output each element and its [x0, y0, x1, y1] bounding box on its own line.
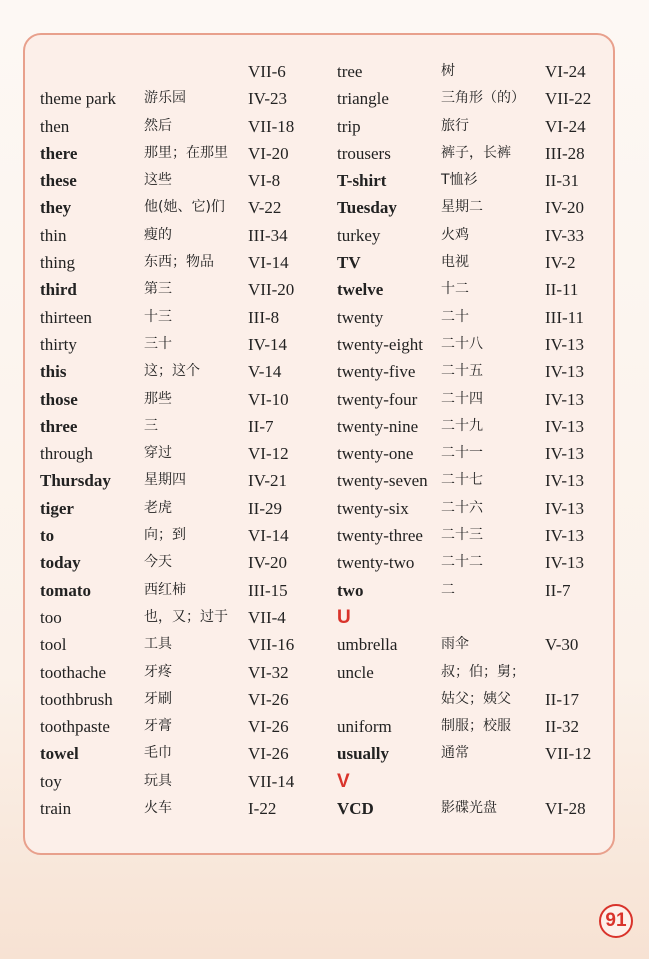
entry-word: third [40, 280, 77, 300]
entry-unit-ref: VI-14 [248, 526, 289, 546]
glossary-entry [40, 413, 310, 440]
entry-word: tool [40, 635, 67, 655]
entry-word: uniform [337, 717, 392, 737]
glossary-entry [40, 358, 310, 385]
glossary-entry [337, 631, 607, 658]
glossary-entry [40, 768, 310, 795]
entry-unit-ref: VI-24 [545, 62, 586, 81]
entry-unit-ref: IV-2 [545, 253, 576, 273]
glossary-entry [337, 85, 607, 112]
entry-word: Thursday [40, 471, 111, 491]
entry-unit-ref: VI-28 [545, 799, 586, 819]
glossary-entry [40, 113, 310, 140]
entry-word: thin [40, 225, 67, 245]
entry-meaning: 二 [441, 581, 455, 598]
glossary-entry [337, 413, 607, 440]
entry-meaning: 毛巾 [144, 745, 172, 762]
entry-word: twenty [337, 307, 384, 327]
glossary-entry [40, 631, 310, 658]
entry-meaning: 西红柿 [144, 581, 186, 598]
entry-unit-ref: VI-12 [248, 444, 289, 464]
entry-meaning: 牙膏 [144, 718, 172, 735]
entry-meaning: 二十四 [441, 390, 483, 407]
glossary-entry [337, 467, 607, 494]
entry-meaning: 牙疼 [144, 663, 172, 680]
entry-meaning: 那里；在那里 [144, 144, 228, 161]
entry-word: twenty-three [337, 526, 423, 546]
entry-meaning: 电视 [441, 254, 469, 271]
entry-meaning: 二十八 [441, 335, 483, 352]
entry-unit-ref: IV-33 [545, 225, 585, 245]
glossary-entry [337, 740, 607, 767]
entry-word: T-shirt [337, 171, 387, 191]
entry-word: tiger [40, 498, 74, 518]
glossary-entry [40, 686, 310, 713]
glossary-entry [40, 713, 310, 740]
entry-meaning: 二十九 [441, 417, 483, 434]
entry-word: toothbrush [40, 689, 113, 709]
entry-meaning: 姑父；姨父 [441, 690, 511, 707]
entry-word: turkey [337, 225, 381, 245]
entry-word: toothpaste [40, 717, 110, 737]
entry-word: twenty-two [337, 553, 415, 573]
glossary-entry [337, 304, 607, 331]
entry-meaning: 三角形（的） [441, 90, 525, 107]
entry-word: those [40, 389, 78, 409]
entry-unit-ref: II-7 [545, 580, 571, 600]
entry-unit-ref: II-32 [545, 717, 579, 737]
entry-unit-ref: VI-32 [248, 662, 289, 682]
entry-meaning: 树 [441, 63, 455, 79]
entry-unit-ref: VII-20 [248, 280, 295, 300]
entry-meaning: 影碟光盘 [441, 800, 497, 817]
glossary-entry [337, 140, 607, 167]
entry-word: VCD [337, 799, 374, 819]
entry-word: twenty-seven [337, 471, 428, 491]
glossary-entry [337, 495, 607, 522]
entry-unit-ref: V-14 [248, 362, 282, 382]
entry-meaning: 制服；校服 [441, 718, 511, 735]
entry-unit-ref: IV-13 [545, 471, 585, 491]
entry-unit-ref: V-22 [248, 198, 282, 218]
entry-meaning: 瘦的 [144, 226, 172, 243]
entry-unit-ref: IV-13 [545, 389, 585, 409]
glossary-entry [337, 440, 607, 467]
glossary-entry [40, 58, 310, 85]
entry-unit-ref: IV-13 [545, 498, 585, 518]
glossary-entry [337, 768, 607, 795]
entry-meaning: 裤子，长裤 [441, 144, 511, 161]
entry-meaning: 火车 [144, 800, 172, 817]
entry-word: towel [40, 744, 79, 764]
entry-word: through [40, 444, 93, 464]
entry-meaning: 东西；物品 [144, 254, 214, 271]
entry-word: this [40, 362, 67, 382]
entry-unit-ref: IV-20 [248, 553, 288, 573]
entry-meaning: 老虎 [144, 499, 172, 516]
glossary-entry [40, 659, 310, 686]
entry-meaning: 那些 [144, 390, 172, 407]
entry-word: twenty-four [337, 389, 418, 409]
entry-meaning: 十二 [441, 281, 469, 298]
glossary-entry [40, 740, 310, 767]
entry-unit-ref: II-11 [545, 280, 579, 300]
glossary-entry [337, 58, 607, 85]
entry-meaning: 三 [144, 417, 158, 434]
entry-meaning: 星期二 [441, 199, 483, 216]
entry-unit-ref: VI-14 [248, 253, 289, 273]
glossary-entry [40, 522, 310, 549]
entry-unit-ref: VII-6 [248, 62, 286, 81]
glossary-entry [40, 167, 310, 194]
entry-meaning: 这；这个 [144, 363, 200, 380]
entry-word: umbrella [337, 635, 398, 655]
entry-word: twenty-eight [337, 334, 423, 354]
entry-unit-ref: IV-13 [545, 334, 585, 354]
glossary-entry [40, 495, 310, 522]
entry-word: uncle [337, 662, 374, 682]
entry-unit-ref: VII-14 [248, 771, 295, 791]
entry-unit-ref: VI-24 [545, 116, 586, 136]
entry-unit-ref: VI-8 [248, 171, 281, 191]
entry-unit-ref: II-17 [545, 689, 579, 709]
glossary-entry [337, 167, 607, 194]
entry-word: twenty-nine [337, 416, 419, 436]
entry-unit-ref: IV-13 [545, 362, 585, 382]
entry-word: usually [337, 744, 389, 764]
entry-unit-ref: IV-13 [545, 416, 585, 436]
entry-word: too [40, 607, 62, 627]
glossary-entry [337, 549, 607, 576]
entry-word: toy [40, 771, 62, 791]
entry-unit-ref: V-30 [545, 635, 579, 655]
entry-meaning: 游乐园 [144, 90, 186, 107]
glossary-entry [337, 222, 607, 249]
entry-unit-ref: VII-16 [248, 635, 295, 655]
glossary-entry [40, 549, 310, 576]
entry-meaning: 十三 [144, 308, 172, 325]
entry-meaning: 然后 [144, 117, 172, 134]
entry-meaning: 旅行 [441, 117, 469, 134]
entry-unit-ref: III-11 [545, 307, 585, 327]
page-number: 91 [599, 904, 633, 938]
entry-unit-ref: VI-26 [248, 744, 289, 764]
glossary-left-column [40, 58, 310, 822]
glossary-entry [337, 686, 607, 713]
entry-word: twenty-six [337, 498, 409, 518]
entry-unit-ref: III-34 [248, 225, 288, 245]
entry-word: there [40, 143, 78, 163]
glossary-entry [40, 440, 310, 467]
glossary-right-column [337, 58, 607, 822]
glossary-entry [337, 194, 607, 221]
entry-word: thirteen [40, 307, 92, 327]
entry-unit-ref: II-31 [545, 171, 579, 191]
entry-unit-ref: VII-4 [248, 607, 286, 627]
entry-word: two [337, 580, 364, 600]
entry-word: toothache [40, 662, 107, 682]
entry-unit-ref: II-7 [248, 416, 274, 436]
entry-word: these [40, 171, 77, 191]
glossary-entry [337, 249, 607, 276]
glossary-entry [337, 113, 607, 140]
entry-word: theme park [40, 89, 116, 109]
entry-word: thing [40, 253, 75, 273]
entry-word: tomato [40, 580, 91, 600]
entry-meaning: T恤衫 [441, 172, 478, 189]
entry-unit-ref: IV-13 [545, 553, 585, 573]
entry-word: three [40, 416, 78, 436]
entry-word: train [40, 799, 72, 819]
entry-word: they [40, 198, 72, 218]
entry-unit-ref: VI-26 [248, 717, 289, 737]
entry-meaning: 玩具 [144, 772, 172, 789]
entry-meaning: 二十 [441, 308, 469, 325]
glossary-entry [40, 795, 310, 822]
glossary-entry [40, 222, 310, 249]
entry-meaning: 叔；伯；舅； [441, 663, 525, 680]
entry-meaning: 向；到 [144, 527, 186, 544]
entry-meaning: 二十二 [441, 554, 483, 571]
glossary-entry [337, 358, 607, 385]
glossary-entry [337, 522, 607, 549]
glossary-entry [40, 140, 310, 167]
glossary-entry [40, 467, 310, 494]
entry-meaning: 二十三 [441, 527, 483, 544]
entry-meaning: 雨伞 [441, 636, 469, 653]
glossary-entry [40, 249, 310, 276]
entry-word: twenty-five [337, 362, 416, 382]
entry-meaning: 二十五 [441, 363, 483, 380]
glossary-entry [337, 659, 607, 686]
entry-word: Tuesday [337, 198, 397, 218]
glossary-entry [40, 85, 310, 112]
glossary-entry [337, 276, 607, 303]
entry-unit-ref: II-29 [248, 498, 282, 518]
entry-meaning: 通常 [441, 745, 469, 762]
entry-meaning: 他(她、它)们 [144, 199, 225, 216]
section-letter: U [337, 606, 351, 628]
entry-unit-ref: VII-12 [545, 744, 592, 764]
entry-word: today [40, 553, 81, 573]
entry-word: triangle [337, 89, 389, 109]
entry-meaning: 火鸡 [441, 226, 469, 243]
entry-word: TV [337, 253, 361, 273]
entry-unit-ref: IV-13 [545, 526, 585, 546]
entry-meaning: 二十六 [441, 499, 483, 516]
entry-word: twenty-one [337, 444, 414, 464]
entry-meaning: 星期四 [144, 472, 186, 489]
glossary-entry [40, 194, 310, 221]
entry-meaning: 牙刷 [144, 690, 172, 707]
entry-unit-ref: VII-22 [545, 89, 592, 109]
entry-unit-ref: I-22 [248, 799, 277, 819]
entry-word: to [40, 526, 55, 546]
glossary-entry [40, 577, 310, 604]
entry-word: tree [337, 62, 363, 81]
entry-meaning: 第三 [144, 281, 172, 298]
entry-meaning: 二十七 [441, 472, 483, 489]
glossary-entry [40, 331, 310, 358]
entry-meaning: 这些 [144, 172, 172, 189]
entry-unit-ref: III-15 [248, 580, 288, 600]
entry-meaning: 三十 [144, 335, 172, 352]
entry-unit-ref: III-8 [248, 307, 280, 327]
entry-unit-ref: IV-20 [545, 198, 585, 218]
glossary-entry [337, 795, 607, 822]
glossary-entry [337, 604, 607, 631]
entry-unit-ref: IV-14 [248, 334, 288, 354]
entry-word: then [40, 116, 70, 136]
glossary-entry [40, 276, 310, 303]
entry-meaning: 也，又；过于 [144, 608, 228, 625]
glossary-entry [337, 331, 607, 358]
entry-word: twelve [337, 280, 384, 300]
entry-unit-ref: IV-23 [248, 89, 288, 109]
section-letter: V [337, 770, 350, 792]
entry-unit-ref: VI-20 [248, 143, 289, 163]
entry-word: thirty [40, 334, 77, 354]
glossary-entry [337, 713, 607, 740]
glossary-entry [40, 604, 310, 631]
entry-word: trousers [337, 143, 391, 163]
entry-meaning: 二十一 [441, 445, 483, 462]
entry-unit-ref: VI-10 [248, 389, 289, 409]
glossary-entry [40, 304, 310, 331]
entry-unit-ref: III-28 [545, 143, 585, 163]
entry-word: trip [337, 116, 361, 136]
entry-unit-ref: VI-26 [248, 689, 289, 709]
entry-meaning: 今天 [144, 554, 172, 571]
glossary-entry [337, 577, 607, 604]
entry-unit-ref: VII-18 [248, 116, 295, 136]
glossary-entry [337, 386, 607, 413]
glossary-entry [40, 386, 310, 413]
entry-unit-ref: IV-21 [248, 471, 288, 491]
entry-unit-ref: IV-13 [545, 444, 585, 464]
entry-meaning: 穿过 [144, 445, 172, 462]
entry-meaning: 工具 [144, 636, 172, 653]
